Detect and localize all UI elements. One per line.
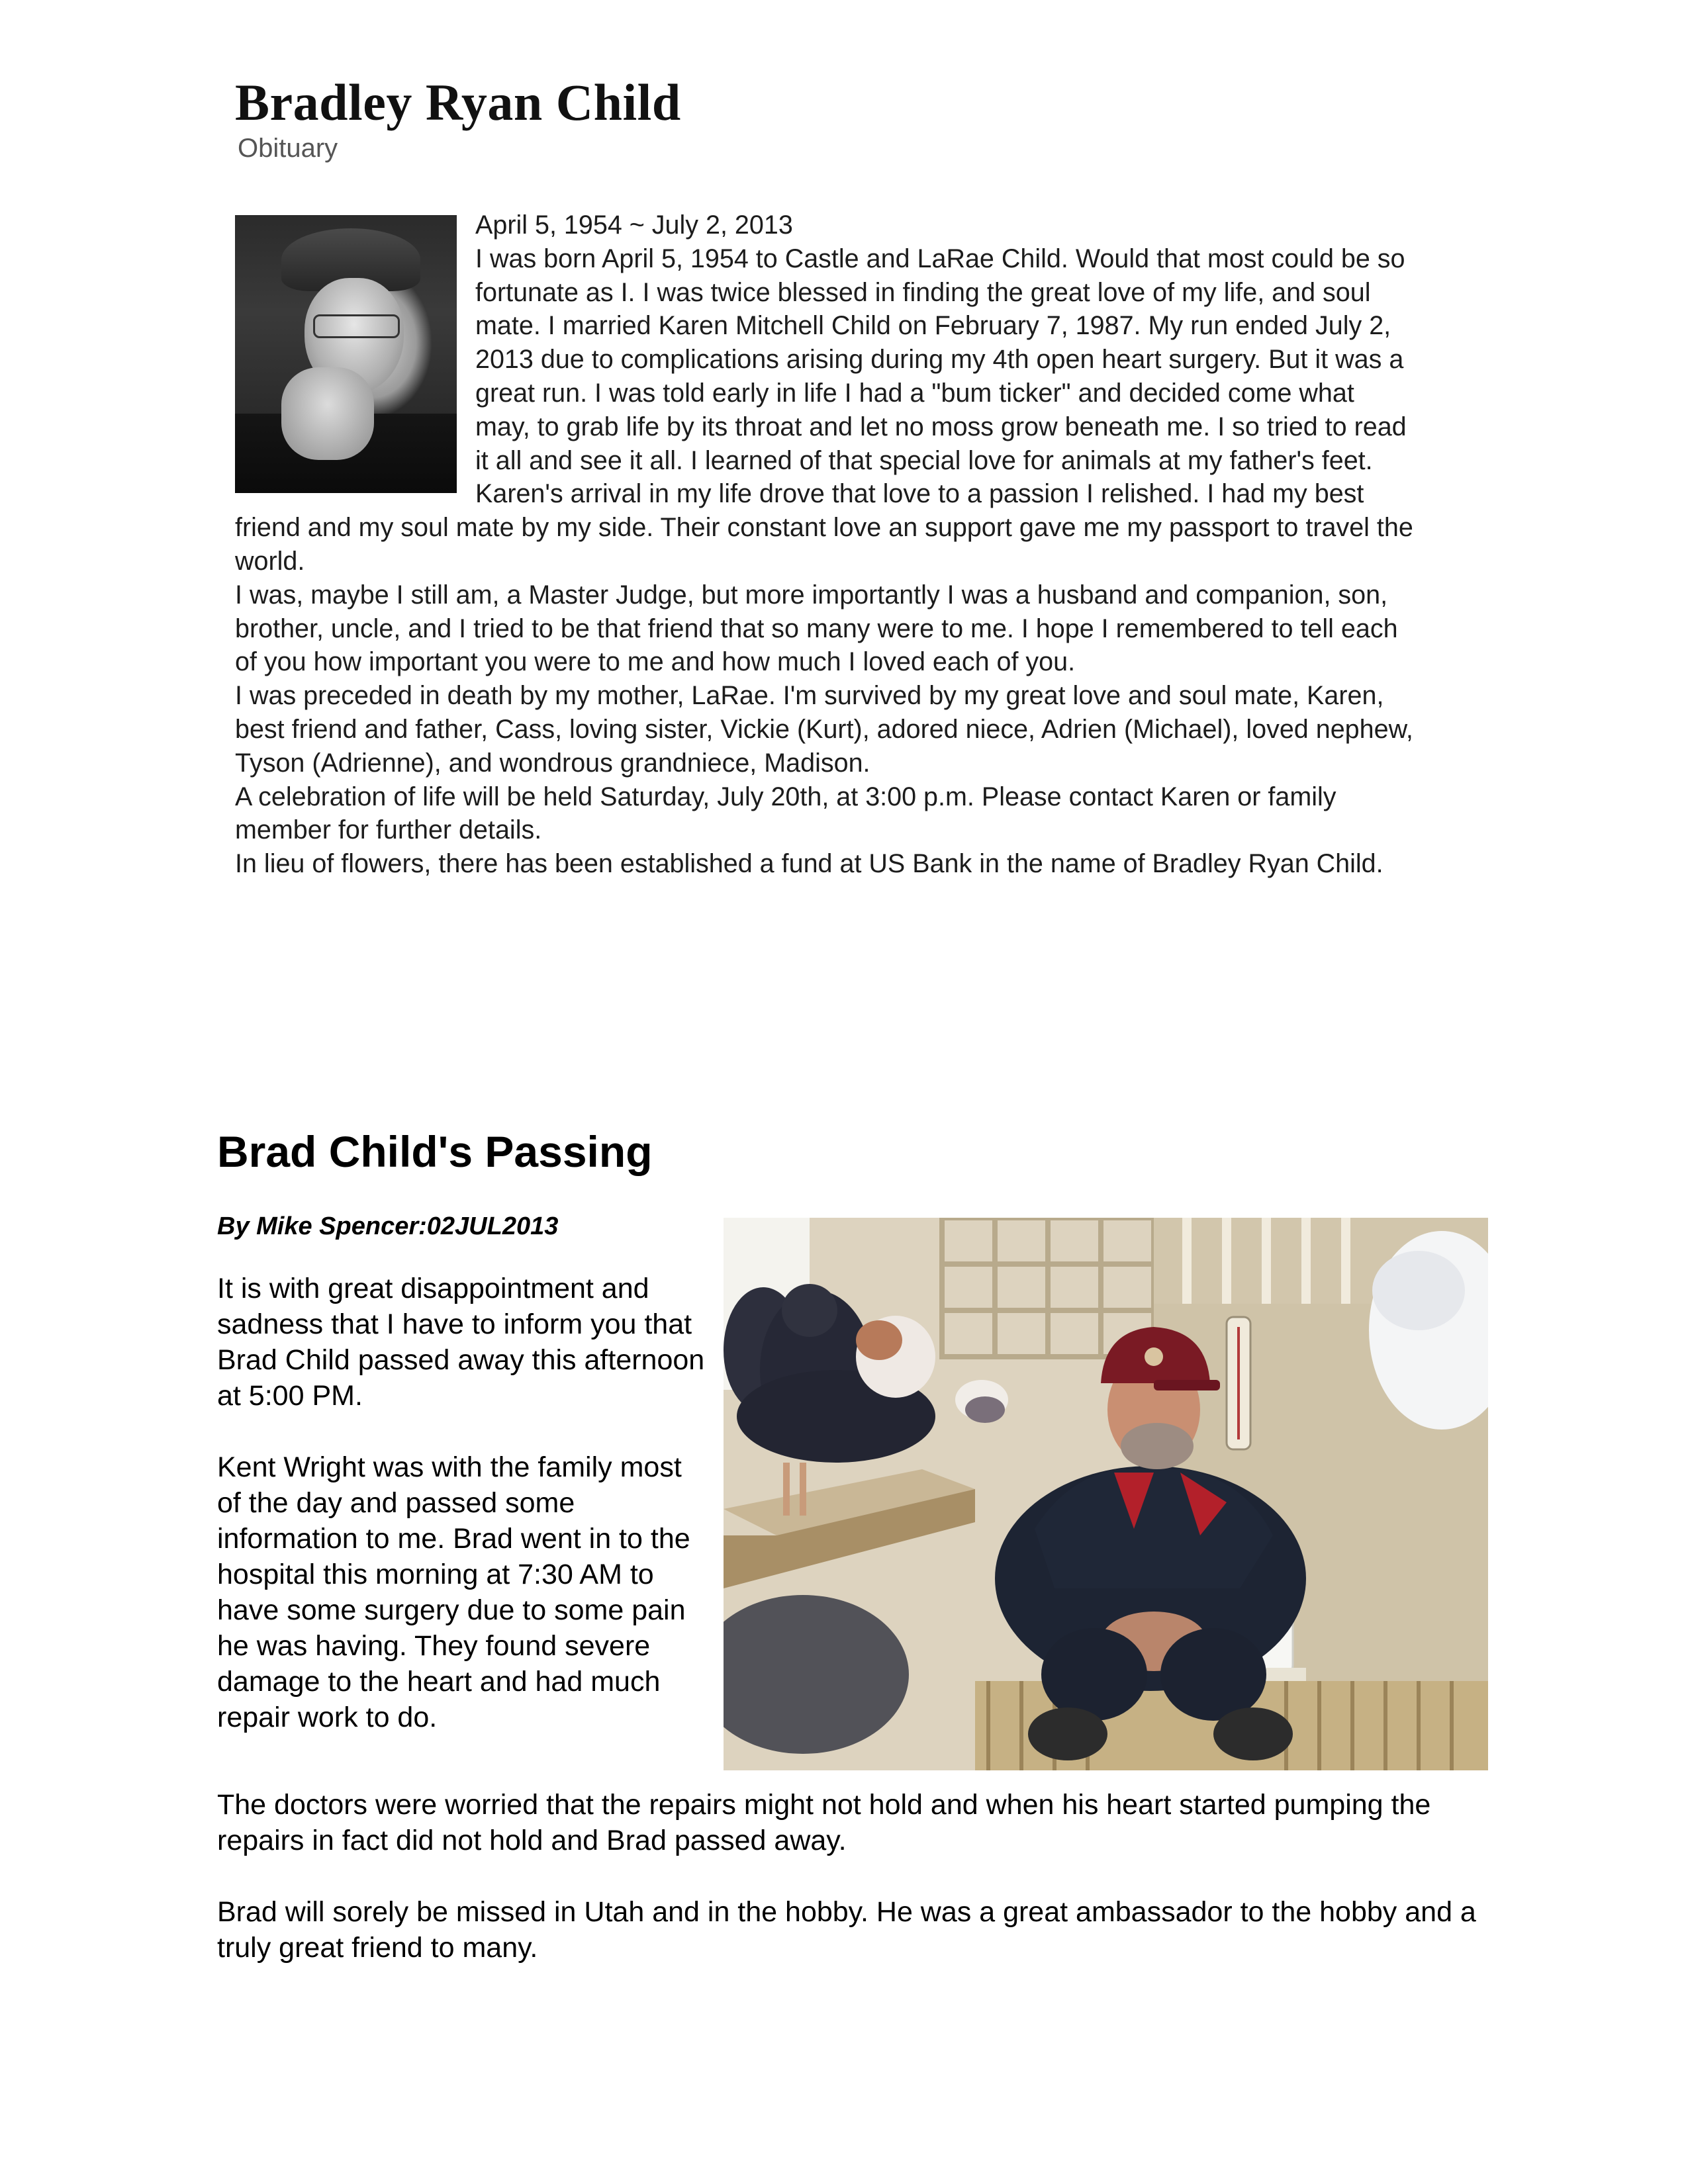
article-paragraph: The doctors were worried that the repairs might not hold and when his heart started pumping the repairs in fact did not hold and Brad passed away. [217, 1789, 1431, 1856]
portrait-hand [281, 367, 374, 460]
portrait-glasses [313, 314, 400, 338]
obituary-paragraph: I was born April 5, 1954 to Castle and LaRae Child. Would that most could be so fortunate as I. I was twice blessed in finding the great love of my life, and soul mate. I married Karen Mitchell Child on February 7, 1987. My run ended July 2, 2013 due to complications arising during my 4th open heart surgery. But it was a great run. I was told early in life I had a "bum ticker" and decided come what may, to grab life by its throat and let no moss grow beneath me. I so tried to read it all and see it all. I learned of that special love for animals at my father's feet. Karen's arrival in my life drove that love to a passion I relished. I had my best friend and my soul mate by my side. Their constant love an support gave me my passport to travel the world. [235, 244, 1413, 576]
article [217, 1125, 1488, 1964]
obituary-paragraph: A celebration of life will be held Saturday, July 20th, at 3:00 p.m. Please contact Karen or family member for further details. [235, 782, 1336, 845]
article-paragraph: It is with great disappointment and sadness that I have to inform you that Brad Child passed away this afternoon at 5:00 PM. [217, 1273, 705, 1412]
obituary-paragraph: I was preceded in death by my mother, LaRae. I'm survived by my great love and soul mate, Karen, best friend and father, Cass, loving sister, Vickie (Kurt), adored niece, Adrien (Michael), loved nephew, Tyson (Adrienne), and wondrous grandniece, Madison. [235, 681, 1413, 778]
obituary-body [235, 208, 1413, 881]
article-full-width-text [217, 1787, 1488, 2001]
article-byline: By Mike Spencer:02JUL2013 [217, 1212, 559, 1240]
obituary-portrait-photo [235, 215, 457, 493]
obituary-clipping [235, 73, 1440, 879]
article-title: Brad Child's Passing [217, 1127, 653, 1176]
article-paragraph: Kent Wright was with the family most of the day and passed some information to me. Brad went in to the hospital this morning at 7:30 AM to have some surgery due to some pain he was having. They found severe damage to the heart and had much repair work to do. [217, 1451, 690, 1733]
obituary-paragraph: I was, maybe I still am, a Master Judge, but more importantly I was a husband and companion, son, brother, uncle, and I tried to be that friend that so many were to me. I hope I remembered to tell each of you how important you were to me and how much I loved each of you. [235, 580, 1398, 677]
pigeon-loft-photo [724, 1218, 1488, 1770]
obituary-title: Bradley Ryan Child [235, 73, 681, 131]
obituary-paragraph: In lieu of flowers, there has been established a fund at US Bank in the name of Bradley Ryan Child. [235, 849, 1383, 879]
pigeon-loft-photo-drawing [724, 1218, 1488, 1770]
obituary-dates: April 5, 1954 ~ July 2, 2013 [475, 210, 793, 240]
article-paragraph: Brad will sorely be missed in Utah and in the hobby. He was a great ambassador to the hobby and a truly great friend to many. [217, 1896, 1476, 1964]
obituary-subtitle: Obituary [238, 134, 338, 163]
article-column-text [217, 1271, 707, 1771]
